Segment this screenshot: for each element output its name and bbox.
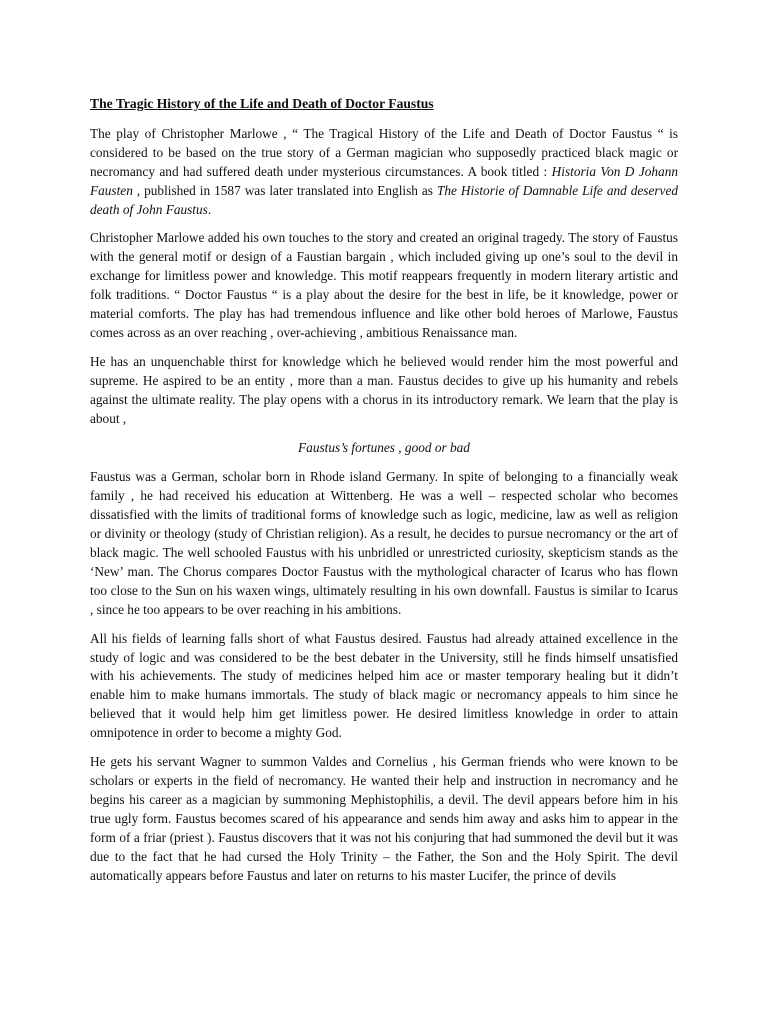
document-page [90, 95, 678, 895]
paragraph-1-text-e: . [207, 201, 212, 217]
chorus-quote: Faustus’s fortunes , good or bad [298, 439, 470, 455]
paragraph-5: All his fields of learning falls short of what Faustus desired. Faustus had already attained excellence in the study of logic and was considered to be the best debater in the University, still he finds himself unsatisfied with his achievements. The study of medicines helped him ace or master temporary healing but it didn’t enable him to make humans immortals. The study of black magic or necromancy appeals to him since he believed that it would help him get limitless power. He desired limitless knowledge in order to attain omnipotence in order to become a mighty God. [90, 630, 678, 741]
paragraph-6: He gets his servant Wagner to summon Valdes and Cornelius , his German friends who were known to be scholars or experts in the field of necromancy. He wanted their help and instruction in necromancy and he begins his career as a magician by summoning Mephistophilis, a devil. The devil appears before him in his true ugly form. Faustus becomes scared of his appearance and sends him away and asks him to appear in the form of a friar (priest ). Faustus discovers that it was not his conjuring that had summoned the devil but it was due to the fact that he had cursed the Holy Trinity – the Father, the Son and the Holy Spirit. The devil automatically appears before Faustus and later on returns to his master Lucifer, the prince of devils [90, 754, 678, 883]
paragraph-1-text-c: , published in 1587 was later translated into English as [132, 182, 437, 198]
paragraph-3: He has an unquenchable thirst for knowledge which he believed would render him the most powerful and supreme. He aspired to be an entity , more than a man. Faustus decides to give up his humanity and rebels against the ultimate reality. The play opens with a chorus in its introductory remark. We learn that the play is about , [90, 353, 678, 426]
paragraph-1-text-a: The play of Christopher Marlowe , “ The Tragical History of the Life and Death of Doctor Faustus “ is considered to be based on the true story of a German magician who supposedly practiced black magic or necromancy and had suffered death under mysterious circumstances. A book titled : [90, 125, 678, 179]
book-title-historie: The Historie of Damnable Life and deserved death of John Faustus [90, 182, 678, 217]
paragraph-1 [90, 125, 678, 220]
paragraph-2: Christopher Marlowe added his own touches to the story and created an original tragedy. The story of Faustus with the general motif or design of a Faustian bargain , which included giving up one’s soul to the devil in exchange for limitless power and knowledge. This motif reappears frequently in modern literary artistic and folk traditions. “ Doctor Faustus “ is a play about the desire for the best in life, be it knowledge, power or material comforts. The play has had tremendous influence and like other bold heroes of Marlowe, Faustus comes across as an over reaching , over-achieving , ambitious Renaissance man. [90, 230, 678, 340]
document-title: The Tragic History of the Life and Death of Doctor Faustus [90, 96, 434, 111]
book-title-historia: Historia Von D Johann Fausten [90, 163, 678, 198]
paragraph-4: Faustus was a German, scholar born in Rhode island Germany. In spite of belonging to a financially weak family , he had received his education at Wittenberg. He was a well – respected scholar who becomes dissatisfied with the limits of traditional forms of knowledge such as logic, medicine, law as well as religion or divinity or theology (study of Christian religion). As a result, he decides to pursue necromancy or the art of black magic. The well schooled Faustus with his unbridled or unrestricted curiosity, skepticism stands as the ‘New’ man. The Chorus compares Doctor Faustus with the mythological character of Icarus who has flown too close to the Sun on his waxen wings, ultimately resulting in his own downfall. Faustus is similar to Icarus , since he too appears to be over reaching in his ambitions. [90, 469, 678, 617]
